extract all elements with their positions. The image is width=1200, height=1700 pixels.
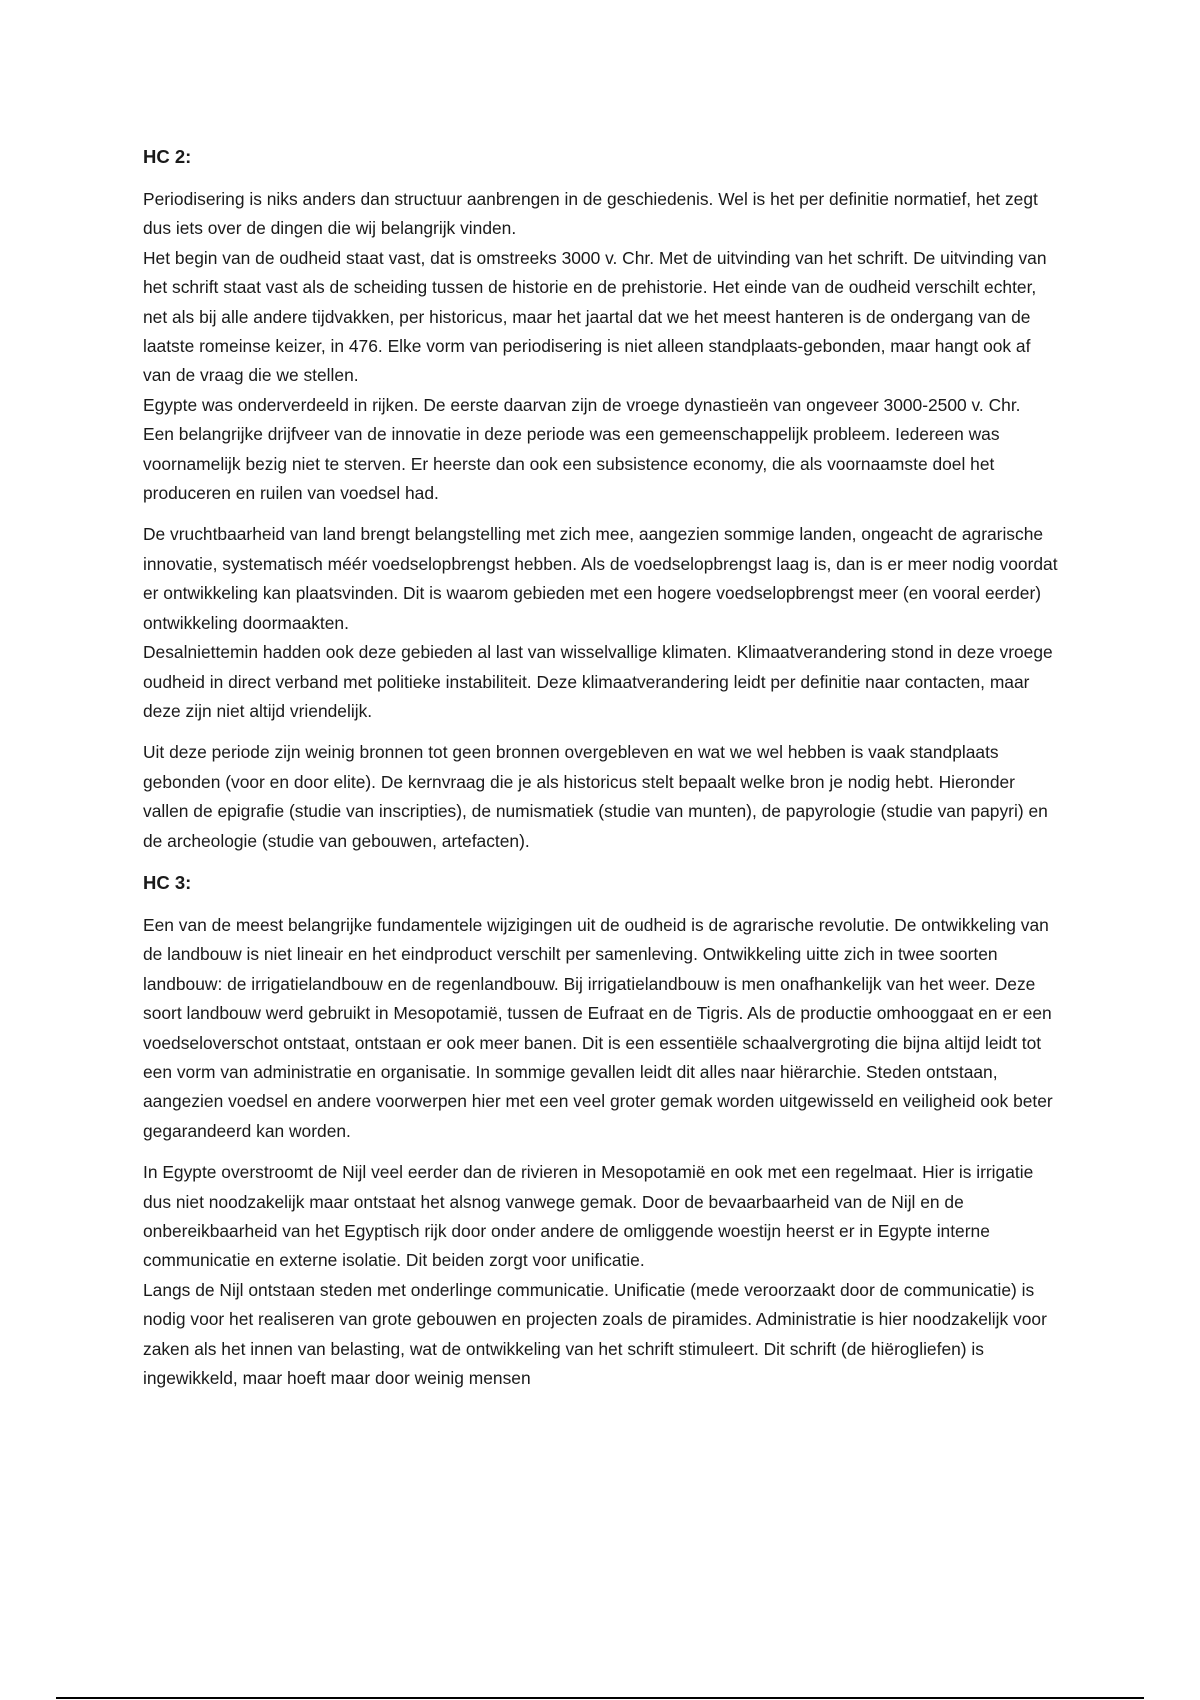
paragraph xyxy=(143,520,1063,726)
paragraph xyxy=(143,185,1063,508)
text-line: Periodisering is niks anders dan structuur aanbrengen in de geschiedenis. Wel is het per definitie normatief, het zegt dus iets over de dingen die wij belangrijk vinden. xyxy=(143,189,1038,239)
text-line: Uit deze periode zijn weinig bronnen tot geen bronnen overgebleven en wat we wel hebben is vaak standplaats gebonden (voor en door elite). De kernvraag die je als historicus stelt bepaalt welke bron je nodig hebt. Hieronder vallen de epigrafie (studie van inscripties), de numismatiek (studie van munten), de papyrologie (studie van papyri) en de archeologie (studie van gebouwen, artefacten). xyxy=(143,742,1048,851)
text-line: Egypte was onderverdeeld in rijken. De eerste daarvan zijn de vroege dynastieën van ongeveer 3000-2500 v. Chr. xyxy=(143,394,1021,415)
paragraph xyxy=(143,911,1063,1146)
section-hc2 xyxy=(143,142,1063,856)
text-line: Langs de Nijl ontstaan steden met onderlinge communicatie. Unificatie (mede veroorzaakt door de communicatie) is nodig voor het realiseren van grote gebouwen en projecten zoals de piramides. Administratie is hier noodzakelijk voor zaken als het innen van belasting, wat de ontwikkeling van het schrift stimuleert. Dit schrift (de hiërogliefen) is ingewikkeld, maar hoeft maar door weinig mensen xyxy=(143,1279,1047,1389)
paragraph xyxy=(143,1158,1063,1393)
text-line: Een van de meest belangrijke fundamentele wijzigingen uit de oudheid is de agrarische revolutie. De ontwikkeling van de landbouw is niet lineair en het eindproduct verschilt per samenleving. Ontwikkeling uitte zich in twee soorten landbouw: de irrigatielandbouw en de regenlandbouw. Bij irrigatielandbouw is men onafhankelijk van het weer. Deze soort landbouw werd gebruikt in Mesopotamië, tussen de Eufraat en de Tigris. Als de productie omhooggaat en er een voedseloverschot ontstaat, ontstaan er ook meer banen. Dit is een essentiële schaalvergroting die bijna altijd leidt tot een vorm van administratie en organisatie. In sommige gevallen leidt dit alles naar hiërarchie. Steden ontstaan, aangezien voedsel en andere voorwerpen hier met een veel groter gemak worden uitgewisseld en veiligheid ook beter gegarandeerd kan worden. xyxy=(143,914,1053,1141)
paragraph xyxy=(143,738,1063,856)
text-line: In Egypte overstroomt de Nijl veel eerder dan de rivieren in Mesopotamië en ook met een regelmaat. Hier is irrigatie dus niet noodzakelijk maar ontstaat het alsnog vanwege gemak. Door de bevaarbaarheid van de Nijl en de onbereikbaarheid van het Egyptisch rijk door onder andere de omliggende woestijn heerst er in Egypte interne communicatie en externe isolatie. Dit beiden zorgt voor unificatie. xyxy=(143,1162,1034,1271)
text-line: Het begin van de oudheid staat vast, dat is omstreeks 3000 v. Chr. Met de uitvinding van het schrift. De uitvinding van het schrift staat vast als de scheiding tussen de historie en de prehistorie. Het einde van de oudheid verschilt echter, net als bij alle andere tijdvakken, per historicus, maar het jaartal dat we het meest hanteren is de ondergang van de laatste romeinse keizer, in 476. Elke vorm van periodisering is niet alleen standplaats-gebonden, maar hangt ook af van de vraag die we stellen. xyxy=(143,247,1047,386)
text-line: Een belangrijke drijfveer van de innovatie in deze periode was een gemeenschappelijk probleem. Iedereen was voornamelijk bezig niet te sterven. Er heerste dan ook een subsistence economy, die als voornaamste doel het produceren en ruilen van voedsel had. xyxy=(143,424,1000,504)
document-body xyxy=(143,142,1063,1405)
text-line: De vruchtbaarheid van land brengt belangstelling met zich mee, aangezien sommige landen, ongeacht de agrarische innovatie, systematisch méér voedselopbrengst hebben. Als de voedselopbrengst laag is, dan is er meer nodig voordat er ontwikkeling kan plaatsvinden. Dit is waarom gebieden met een hogere voedselopbrengst meer (en vooral eerder) ontwikkeling doormaakten. xyxy=(143,524,1058,633)
section-heading: HC 2: xyxy=(143,146,192,167)
section-hc3 xyxy=(143,868,1063,1394)
section-heading: HC 3: xyxy=(143,871,192,893)
footer-divider xyxy=(56,1697,1144,1699)
text-line: Desalniettemin hadden ook deze gebieden al last van wisselvallige klimaten. Klimaatverandering stond in deze vroege oudheid in direct verband met politieke instabiliteit. Deze klimaatverandering leidt per definitie naar contacten, maar deze zijn niet altijd vriendelijk. xyxy=(143,642,1053,721)
